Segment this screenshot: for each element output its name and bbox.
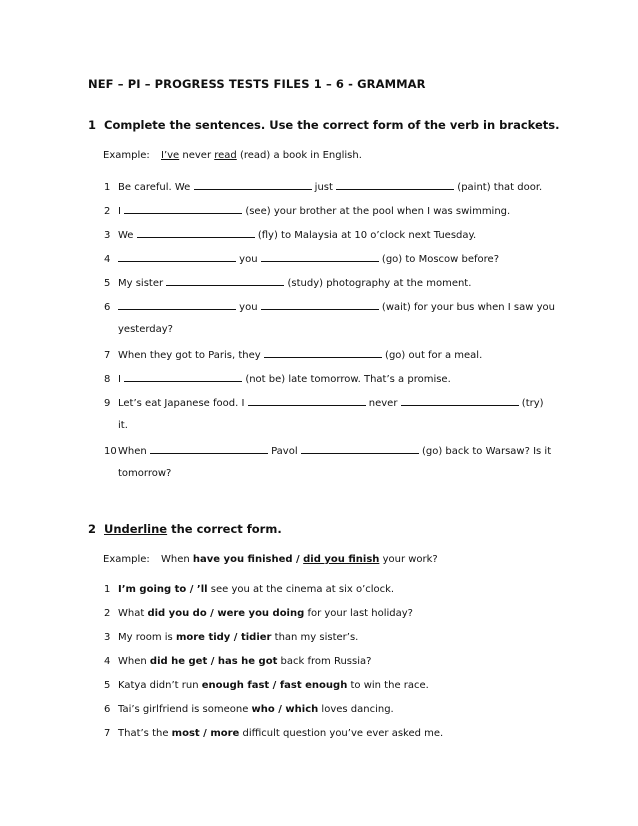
section1-heading — [88, 118, 560, 132]
option-a[interactable]: most — [171, 728, 200, 739]
exercise1-item — [96, 276, 471, 289]
option-b[interactable]: tidier — [240, 632, 272, 643]
item-text: (paint) that door. — [454, 182, 543, 193]
option-separator: / — [274, 704, 286, 715]
item-text: for your last holiday? — [304, 608, 413, 619]
item-number-text: 8 — [104, 374, 111, 385]
exercise2-item — [96, 656, 371, 667]
item-number-text: 4 — [104, 254, 111, 265]
page-title: NEF – PI – PROGRESS TESTS FILES 1 – 6 - GRAMMAR — [88, 77, 426, 91]
option-separator: / — [230, 632, 241, 643]
exercise2-item — [96, 680, 429, 691]
exercise1-item — [96, 204, 510, 217]
section2-heading-rest: the correct form. — [167, 522, 282, 536]
item-text: (see) your brother at the pool when I was swimming. — [242, 206, 511, 217]
option-a[interactable]: more tidy — [175, 632, 231, 643]
answer-blank[interactable] — [194, 180, 312, 190]
item-text: Pavol — [267, 446, 301, 457]
answer-blank[interactable] — [118, 300, 236, 310]
example-label: Example: — [103, 554, 150, 565]
answer-blank[interactable] — [118, 252, 236, 262]
item-continuation: tomorrow? — [118, 468, 172, 479]
answer-blank[interactable] — [248, 396, 366, 406]
option-a[interactable]: I’m going to — [118, 584, 187, 595]
item-number-text: 10 — [104, 446, 117, 457]
option-separator: / — [206, 608, 218, 619]
exercise1-item — [96, 300, 555, 313]
item-text: see you at the cinema at six o’clock. — [207, 584, 395, 595]
example-option-a: have you finished — [192, 554, 293, 565]
item-number-text: 9 — [104, 398, 111, 409]
option-b[interactable]: which — [285, 704, 319, 715]
item-text: I — [118, 374, 125, 385]
example-answer-2: read — [214, 150, 237, 161]
exercise1-item — [96, 372, 451, 385]
item-number-text: 3 — [104, 230, 111, 241]
item-number — [96, 254, 118, 265]
item-number — [96, 632, 118, 643]
option-separator: / — [186, 584, 197, 595]
item-text: When they got to Paris, they — [118, 350, 264, 361]
example-text: never — [179, 150, 215, 161]
item-text: loves dancing. — [318, 704, 394, 715]
section1-number: 1 — [88, 118, 97, 132]
item-text: My room is — [118, 632, 176, 643]
item-number — [96, 278, 118, 289]
exercise2-item — [96, 584, 394, 595]
item-text: difficult question you’ve ever asked me. — [239, 728, 444, 739]
item-text: (fly) to Malaysia at 10 o’clock next Tuesday. — [254, 230, 477, 241]
item-text: Tai’s girlfriend is someone — [118, 704, 252, 715]
answer-blank[interactable] — [261, 252, 379, 262]
item-text: When — [118, 656, 150, 667]
item-number — [96, 656, 118, 667]
item-continuation: yesterday? — [118, 324, 173, 335]
option-b[interactable]: were you doing — [217, 608, 305, 619]
item-text: That’s the — [118, 728, 172, 739]
item-text: never — [365, 398, 401, 409]
exercise1-item — [96, 228, 476, 241]
exercise2-item — [96, 632, 358, 643]
item-text: you — [236, 302, 261, 313]
item-number-text: 7 — [104, 350, 111, 361]
section2-example — [103, 554, 438, 565]
section1-instructions: Complete the sentences. Use the correct form of the verb in brackets. — [104, 118, 560, 132]
item-number — [96, 230, 118, 241]
item-text: (try) — [518, 398, 544, 409]
option-a[interactable]: did he get — [149, 656, 208, 667]
item-text: Let’s eat Japanese food. I — [118, 398, 248, 409]
exercise2-item — [96, 704, 394, 715]
item-text: (go) back to Warsaw? Is it — [418, 446, 552, 457]
section1-example — [103, 150, 362, 161]
option-separator: / — [207, 656, 218, 667]
exercise1-item — [96, 396, 544, 409]
item-text: I — [118, 206, 125, 217]
item-number-text: 1 — [104, 584, 111, 595]
option-separator: / — [269, 680, 280, 691]
answer-blank[interactable] — [401, 396, 519, 406]
item-text: you — [236, 254, 261, 265]
item-number-text: 2 — [104, 206, 111, 217]
answer-blank[interactable] — [264, 348, 382, 358]
item-text: Katya didn’t run — [118, 680, 202, 691]
item-number — [96, 680, 118, 691]
answer-blank[interactable] — [166, 276, 284, 286]
answer-blank[interactable] — [261, 300, 379, 310]
answer-blank[interactable] — [336, 180, 454, 190]
exercise1-item — [96, 252, 499, 265]
exercise1-item — [96, 348, 482, 361]
exercise1-item — [96, 180, 542, 193]
exercise2-item — [96, 728, 443, 739]
example-label: Example: — [103, 150, 150, 161]
answer-blank[interactable] — [301, 444, 419, 454]
item-number-text: 4 — [104, 656, 111, 667]
item-text: Be careful. We — [118, 182, 194, 193]
item-number-text: 6 — [104, 302, 111, 313]
item-number — [96, 206, 118, 217]
item-text: What — [118, 608, 148, 619]
item-number-text: 1 — [104, 182, 111, 193]
option-a[interactable]: did you do — [147, 608, 207, 619]
example-answer-1: I’ve — [161, 150, 180, 161]
item-number-text: 2 — [104, 608, 111, 619]
item-text: When — [118, 446, 150, 457]
item-number-text: 5 — [104, 278, 111, 289]
exercise2-item — [96, 608, 413, 619]
item-text: just — [311, 182, 337, 193]
item-number — [96, 446, 118, 457]
answer-blank[interactable] — [137, 228, 255, 238]
option-b[interactable]: ’ll — [196, 584, 208, 595]
item-continuation: it. — [118, 420, 128, 431]
item-number-text: 3 — [104, 632, 111, 643]
item-number — [96, 374, 118, 385]
item-number — [96, 302, 118, 313]
option-separator: / — [199, 728, 211, 739]
example-separator: / — [292, 554, 304, 565]
option-a[interactable]: who — [251, 704, 275, 715]
option-b[interactable]: more — [210, 728, 240, 739]
item-text: (go) out for a meal. — [381, 350, 483, 361]
item-number — [96, 350, 118, 361]
answer-blank[interactable] — [124, 204, 242, 214]
item-text: than my sister’s. — [271, 632, 359, 643]
option-b[interactable]: has he got — [217, 656, 278, 667]
option-a[interactable]: enough fast — [201, 680, 270, 691]
example-post: your work? — [379, 554, 438, 565]
section2-heading-underline: Underline — [104, 522, 168, 536]
item-text: (not be) late tomorrow. That’s a promise. — [242, 374, 451, 385]
item-text: back from Russia? — [277, 656, 372, 667]
answer-blank[interactable] — [124, 372, 242, 382]
item-number — [96, 584, 118, 595]
item-text: (go) to Moscow before? — [378, 254, 499, 265]
item-number-text: 6 — [104, 704, 111, 715]
item-number — [96, 728, 118, 739]
answer-blank[interactable] — [150, 444, 268, 454]
example-option-b: did you finish — [303, 554, 380, 565]
section2-number: 2 — [88, 522, 97, 536]
item-number — [96, 182, 118, 193]
section2-heading — [88, 522, 282, 536]
item-text: (study) photography at the moment. — [284, 278, 472, 289]
item-text: to win the race. — [347, 680, 429, 691]
option-b[interactable]: fast enough — [279, 680, 348, 691]
item-text: My sister — [118, 278, 167, 289]
item-number-text: 5 — [104, 680, 111, 691]
item-text: We — [118, 230, 137, 241]
item-number-text: 7 — [104, 728, 111, 739]
item-text: (wait) for your bus when I saw you — [378, 302, 555, 313]
exercise1-item — [96, 444, 551, 457]
example-text-end: (read) a book in English. — [236, 150, 362, 161]
item-number — [96, 398, 118, 409]
example-pre: When — [161, 554, 193, 565]
item-number — [96, 704, 118, 715]
item-number — [96, 608, 118, 619]
